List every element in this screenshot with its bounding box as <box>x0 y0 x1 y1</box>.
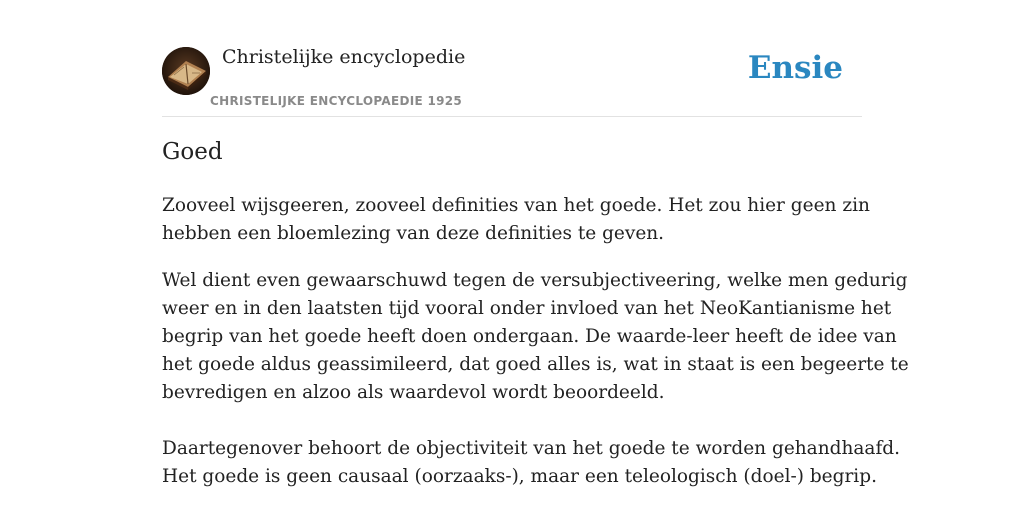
paragraph-line: hebben een bloemlezing van deze definities te geven. <box>162 223 665 244</box>
source-subtitle[interactable]: CHRISTELIJKE ENCYCLOPAEDIE 1925 <box>210 94 463 108</box>
paragraph-line: Het goede is geen causaal (oorzaaks-), maar een teleologisch (doel-) begrip. <box>162 466 877 487</box>
source-header <box>162 0 862 117</box>
paragraph-line: Wel dient even gewaarschuwd tegen de versubjectiveering, welke men gedurig <box>162 270 908 291</box>
source-title[interactable]: Christelijke encyclopedie <box>222 46 466 68</box>
paragraph-line: begrip van het goede heeft doen ondergaan. De waarde-leer heeft de idee van <box>162 326 897 347</box>
article-title: Goed <box>162 139 223 165</box>
paragraph-line: bevredigen en alzoo als waardevol wordt beoordeeld. <box>162 382 665 403</box>
article-card <box>162 0 909 512</box>
paragraph-line: Zooveel wijsgeeren, zooveel definities van het goede. Het zou hier geen zin <box>162 195 870 216</box>
paragraph-line: het goede aldus geassimileerd, dat goed alles is, wat in staat is een begeerte te <box>162 354 909 375</box>
article-paragraph <box>162 192 870 248</box>
paragraph-blank-line <box>162 407 862 435</box>
ensie-logo[interactable]: Ensie <box>747 50 843 86</box>
article-paragraph <box>162 267 909 491</box>
paragraph-line: weer en in den laatsten tijd vooral onder invloed van het NeoKantianisme het <box>162 298 892 319</box>
paragraph-line: Daartegenover behoort de objectiviteit van het goede te worden gehandhaafd. <box>162 438 901 459</box>
book-photo-icon[interactable] <box>162 47 210 95</box>
